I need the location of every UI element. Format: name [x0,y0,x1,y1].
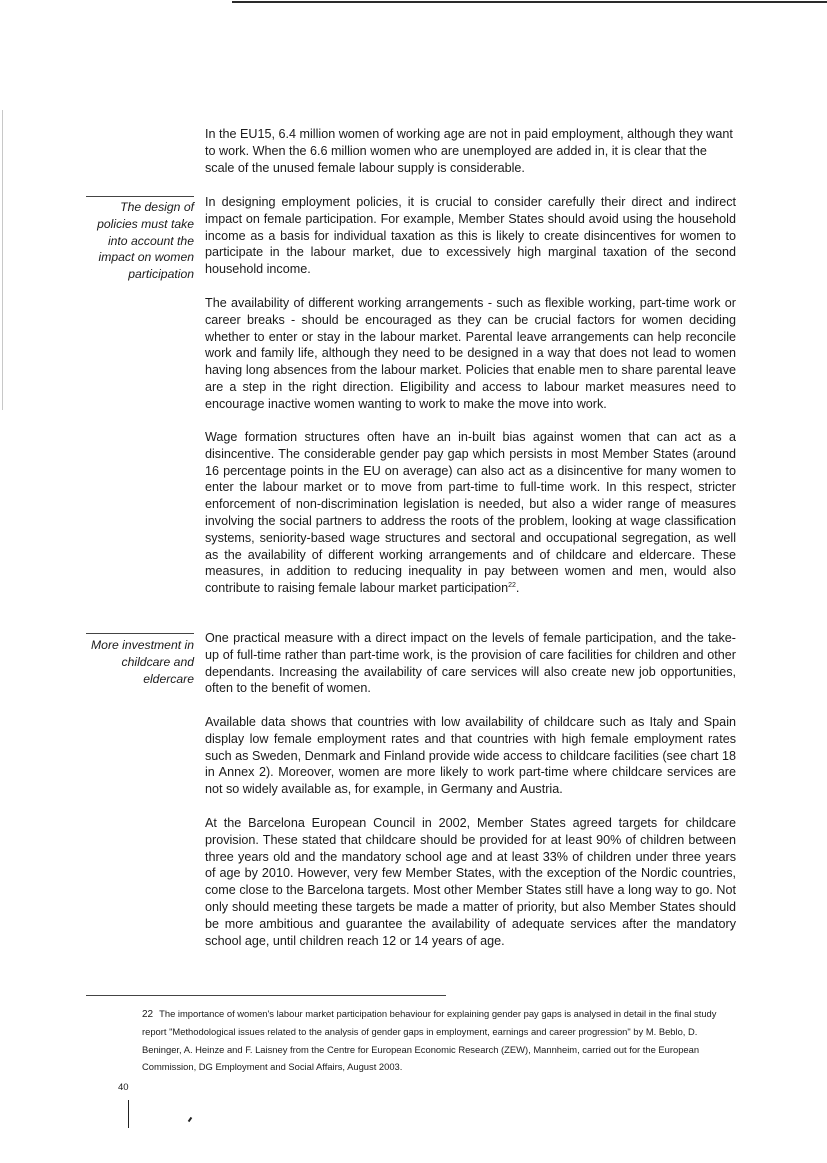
paragraph-wage-formation-text: Wage formation structures often have an in-built bias against women that can act as a disincentive. The considerable gender pay gap which persists in most Member States (around 16 percentage points in the EU on average) can also act as a disincentive for many women to enter the labour market or to move from part-time to full-time work. In this respect, stricter enforcement of non-discrimination legislation is needed, but also a wider range of measures involving the social partners to address the roots of the problem, looking at wage classification systems, seniority-based wage structures and sectoral and occupational segregation, as well as the availability of different working arrangements and of childcare and eldercare. These measures, in addition to reducing inequality in pay between women and men, would also contribute to raising female labour market participation [205,430,736,596]
paragraph-wage-formation-end: . [515,581,520,596]
side-note-childcare-investment: More investment in childcare and eldercare [91,638,194,686]
page-margin-bar [128,1100,129,1128]
side-note-policy-design: The design of policies must take into account the impact on women participation [97,200,194,282]
header-rule [232,1,827,3]
paragraph-wage-formation [205,429,736,597]
scan-edge-line [2,110,3,410]
footnote-text: The importance of women's labour market participation behaviour for explaining gender pay gaps is analysed in detail in the final study report "Methodological issues related to the analysis of gender gaps in employment, earnings and career progression" by M. Beblo, D. Beninger, A. Heinze and F. Laisney from the Centre for European Economic Research (ZEW), Mannheim, carried out for the European Commission, DG Employment and Social Affairs, August 2003. [142,1008,717,1072]
paragraph-childcare-data: Available data shows that countries with low availability of childcare such as Italy and Spain display low female employment rates and that countries with high female employment rates such as Sweden, Denmark and Finland provide wide access to childcare facilities (see chart 18 in Annex 2). Moreover, women are more likely to work part-time where childcare services are not so widely available as, for example, in Germany and Austria. [205,715,736,797]
side-note-rule [86,633,194,634]
paragraph-barcelona-targets: At the Barcelona European Council in 2002, Member States agreed targets for childcare provision. These stated that childcare should be provided for at least 90% of children between three years old and the mandatory school age and at least 33% of children under three years of age by 2010. However, very few Member States, with the exception of the Nordic countries, come close to the Barcelona targets. Most other Member States still have a long way to go. Not only should meeting these targets be made a matter of priority, but also Member States should be more ambitious and guarantee the availability of adequate services after the mandatory school age, until children reach 12 or 14 years of age. [205,816,736,948]
scan-mark [188,1117,193,1122]
paragraph-working-arrangements: The availability of different working arrangements - such as flexible working, part-time work or career breaks - should be encouraged as they can be crucial factors for women deciding whether to enter or stay in the labour market. Parental leave arrangements can help reconcile work and family life, although they need to be designed in a way that does not lead to women having long absences from the labour market. Policies that enable men to share parental leave are a step in the right direction. Eligibility and access to labour market measures need to encourage inactive women wanting to work to make the move into work. [205,296,736,411]
paragraph-care-facilities: One practical measure with a direct impact on the levels of female participation, and the take-up of full-time rather than part-time work, is the provision of care facilities for children and other dependants. Increasing the availability of care services will also create new job opportunities, often to the benefit of women. [205,631,736,696]
footnote-reference: 22 [508,581,516,589]
footnote-rule [86,995,446,996]
side-note-rule [86,196,194,197]
footnote [142,1005,738,1075]
paragraph-employment-policies: In designing employment policies, it is crucial to consider carefully their direct and indirect impact on female participation. For example, Member States should avoid using the household income as a basis for individual taxation as this is likely to create disincentives for women to participate in the labour market, due to excessively high marginal taxation of the second household income. [205,195,736,277]
paragraph-intro: In the EU15, 6.4 million women of working age are not in paid employment, although they want to work. When the 6.6 million women who are unemployed are added in, it is clear that the scale of the unused female labour supply is considerable. [205,127,733,175]
footnote-number: 22 [142,1009,154,1020]
page-number: 40 [118,1082,129,1093]
